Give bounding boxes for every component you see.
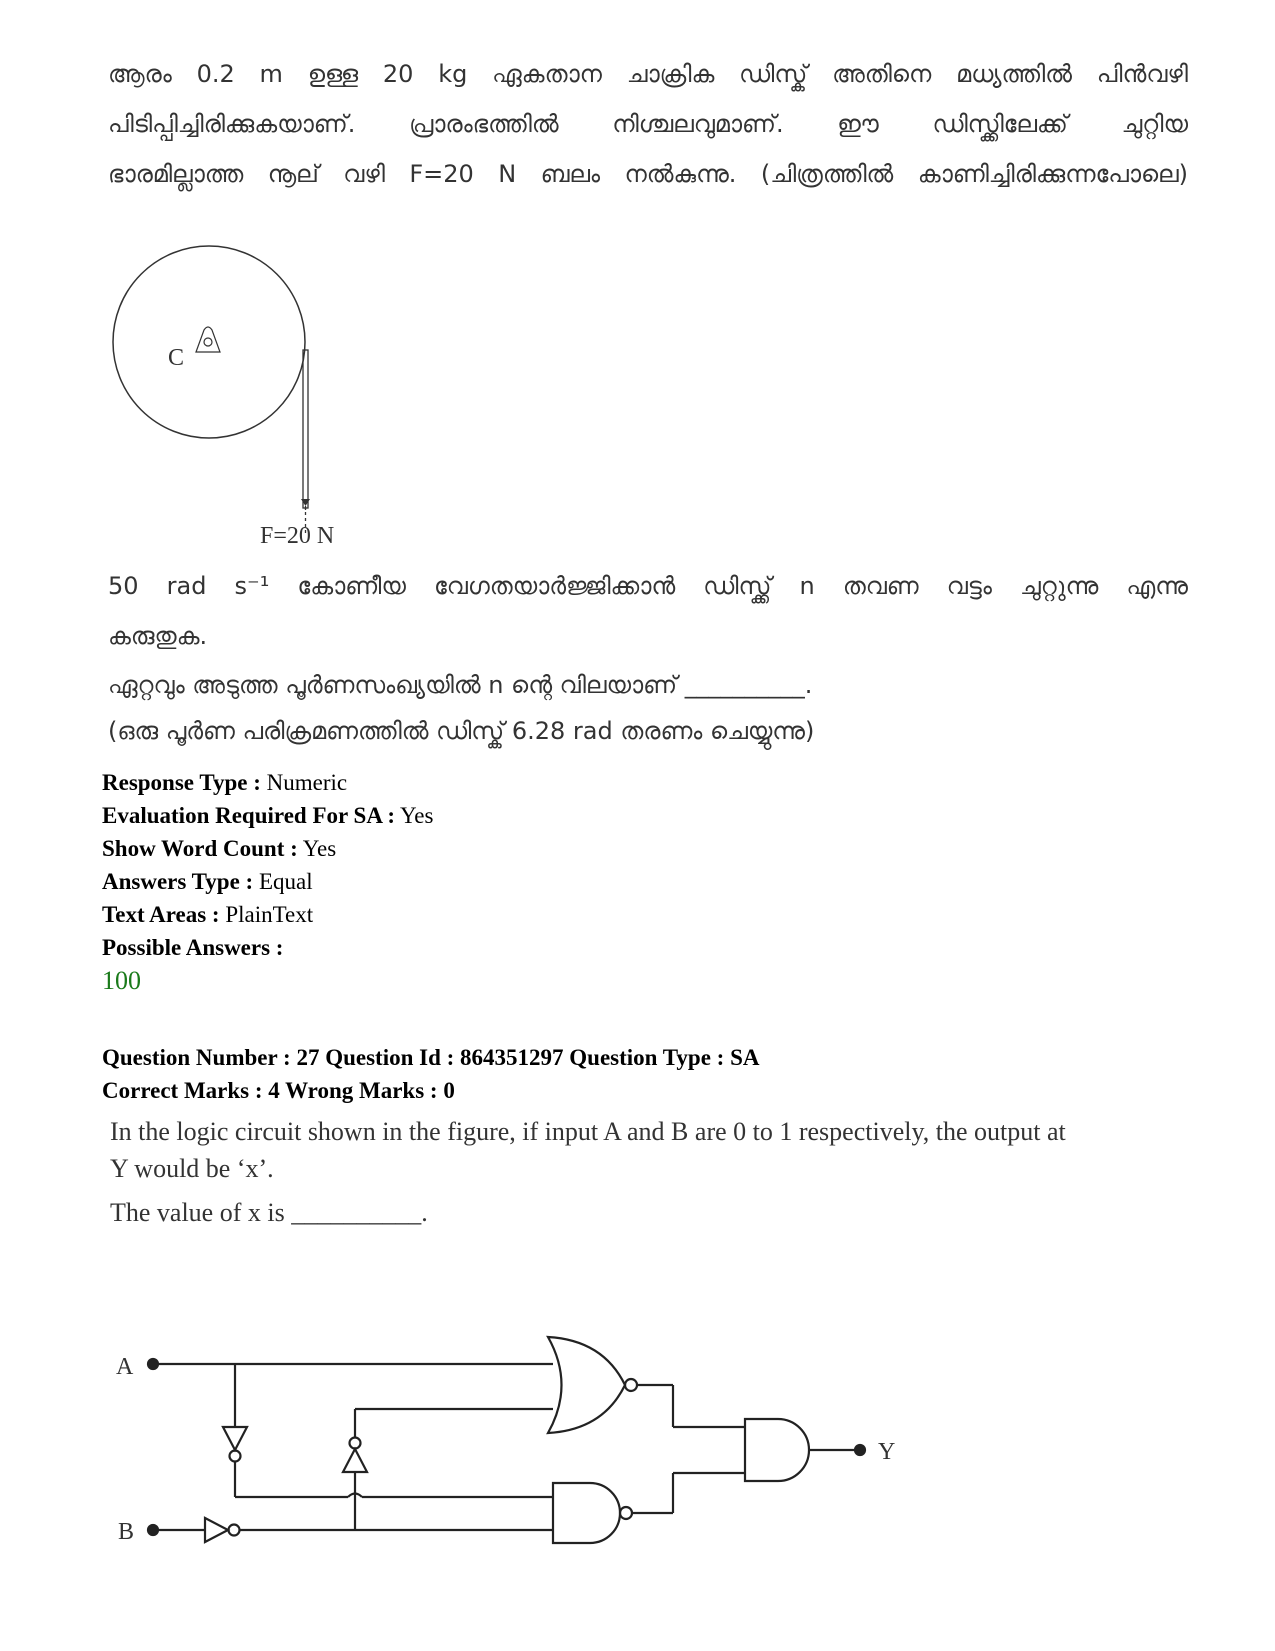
nor-gate <box>548 1337 625 1433</box>
nand-gate-bubble <box>620 1507 632 1519</box>
q26-after-line-1: 50 rad s⁻¹ കോണീയ വേഗതയാർജ്ജിക്കാൻ ഡിസ്ക്ക് n തവണ വട്ടം ചുറ്റുന്നു എന്നു <box>108 572 1188 600</box>
q26-after-line-2: കരുതുക. <box>108 622 208 650</box>
and-gate <box>745 1419 809 1481</box>
meta-evaluation-required: Evaluation Required For SA : Yes <box>102 803 434 828</box>
q26-para-line-2: പിടിപ്പിച്ചിരിക്കുകയാണ്. പ്രാരംഭത്തിൽ നിശ്ചലവുമാണ്. ഈ ഡിസ്ക്കിലേക്ക് ചുറ്റിയ <box>108 110 1188 138</box>
q27-text-line-1: In the logic circuit shown in the figure, if input A and B are 0 to 1 respectively, the output at <box>110 1117 1066 1146</box>
not-gate-b <box>205 1518 228 1542</box>
meta-answers-type: Answers Type : Equal <box>102 869 313 894</box>
possible-answer-value: 100 <box>102 966 141 995</box>
input-a-label: A <box>116 1354 134 1380</box>
meta-possible-answers: Possible Answers : <box>102 935 284 960</box>
output-y-label: Y <box>878 1439 896 1465</box>
nand-gate <box>553 1483 620 1543</box>
q27-text-line-3: The value of x is __________. <box>110 1198 428 1227</box>
meta-response-type: Response Type : Numeric <box>102 770 348 795</box>
input-b-label: B <box>118 1519 135 1545</box>
q26-after-line-3: ഏറ്റവും അടുത്ത പൂർണസംഖ്യയിൽ n ന്റെ വിലയാണ് __________. <box>108 671 813 699</box>
q27-text-line-2: Y would be ‘x’. <box>110 1154 274 1183</box>
nor-gate-bubble <box>625 1379 637 1391</box>
meta-show-word-count: Show Word Count : Yes <box>102 836 337 861</box>
q26-para-line-3: ഭാരമില്ലാത്ത നൂല് വഴി F=20 N ബലം നൽകുന്നു. (ചിത്രത്തിൽ കാണിച്ചിരിക്കുന്നപോലെ) <box>108 160 1188 188</box>
not-gate-1 <box>223 1427 247 1450</box>
q26-para-line-1: ആരം 0.2 m ഉള്ള 20 kg ഏകതാന ചാക്രിക ഡിസ്ക് അതിനെ മധ്യത്തിൽ പിൻവഴി <box>108 60 1188 88</box>
q27-header-line-2: Correct Marks : 4 Wrong Marks : 0 <box>102 1078 455 1103</box>
q26-after-line-4: (ഒരു പൂർണ പരിക്രമണത്തിൽ ഡിസ്ക് 6.28 rad തരണം ചെയ്യുന്നു) <box>108 717 815 745</box>
meta-text-areas: Text Areas : PlainText <box>102 902 314 927</box>
force-label: F=20 N <box>260 523 335 549</box>
output-y-terminal <box>855 1445 865 1455</box>
not-gate-2 <box>343 1449 367 1472</box>
q27-header-line-1: Question Number : 27 Question Id : 864351297 Question Type : SA <box>102 1045 760 1070</box>
center-label: C <box>168 345 185 371</box>
